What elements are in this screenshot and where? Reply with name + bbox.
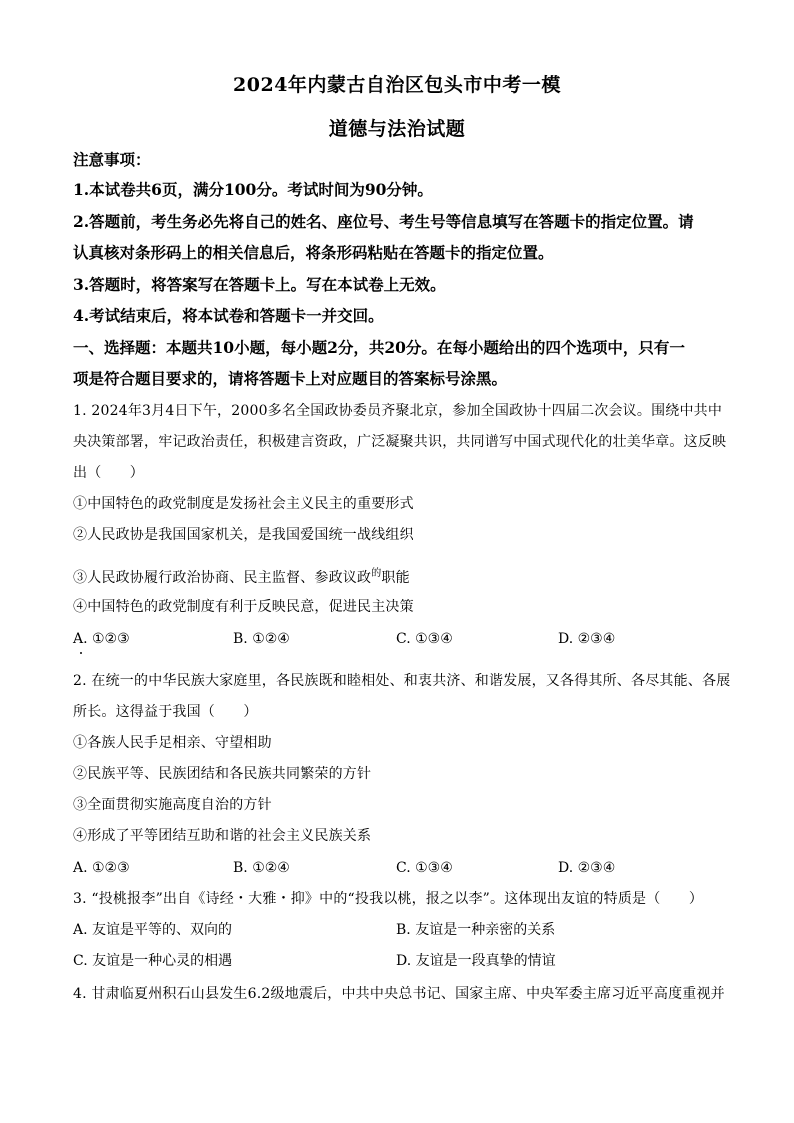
q2-statement-1: ①各族人民手足相亲、守望相助	[73, 735, 272, 751]
page-title: 2024年内蒙古自治区包头市中考一模	[233, 74, 561, 96]
note-1: 1.本试卷共6页，满分100分。考试时间为90分钟。	[73, 180, 433, 199]
q2-statement-4: ④形成了平等团结互助和谐的社会主义民族关系	[73, 828, 372, 844]
q1-stem-line-3: 出（ ）	[73, 465, 144, 481]
q2-option-a: A. ①②③	[73, 860, 130, 876]
note-3: 3.答题时，将答案写在答题卡上。写在本试卷上无效。	[73, 275, 446, 294]
q1-option-a: A. ①②③	[73, 631, 130, 647]
q1-statement-3	[73, 564, 723, 588]
note-4: 4.考试结束后，将本试卷和答题卡一并交回。	[73, 306, 384, 325]
q1-option-c: C. ①③④	[396, 631, 453, 647]
q2-stem-line-1: 2. 在统一的中华民族大家庭里，各民族既和睦相处、和衷共济、和谐发展，又各得其所、各尽其能、各展	[73, 673, 731, 689]
q1-option-d: D. ②③④	[558, 631, 616, 647]
q1-statement-4: ④中国特色的政党制度有利于反映民意，促进民主决策	[73, 599, 414, 615]
q2-option-c: C. ①③④	[396, 860, 453, 876]
q1-option-b: B. ①②④	[233, 631, 290, 647]
q1-statement-3-text: ③人民政协履行政治协商、民主监督、参政议政	[73, 570, 372, 586]
q1-stem-line-1: 1. 2024年3月4日下午，2000多名全国政协委员齐聚北京，参加全国政协十四届二次会议。围绕中共中	[73, 403, 723, 419]
section-1-line-1: 一、选择题：本题共10小题，每小题2分，共20分。在每小题给出的四个选项中，只有一	[73, 338, 685, 357]
notes-heading: 注意事项：	[73, 150, 151, 169]
page-subtitle: 道德与法治试题	[328, 118, 466, 140]
q2-option-d: D. ②③④	[558, 860, 616, 876]
q3-option-a: A. 友谊是平等的、双向的	[73, 922, 233, 938]
q1-statement-3-tail: 职能	[381, 570, 410, 586]
q3-option-c: C. 友谊是一种心灵的相遇	[73, 953, 233, 969]
q2-statement-2: ②民族平等、民族团结和各民族共同繁荣的方针	[73, 766, 372, 782]
section-1-line-2: 项是符合题目要求的，请将答题卡上对应题目的答案标号涂黑。	[73, 369, 508, 388]
q1-stem-line-2: 央决策部署，牢记政治责任，积极建言资政，广泛凝聚共识，共同谱写中国式现代化的壮美华章。这反映	[73, 434, 727, 450]
scan-speck	[80, 652, 82, 654]
q3-option-b: B. 友谊是一种亲密的关系	[396, 922, 556, 938]
note-2-line-2: 认真核对条形码上的相关信息后，将条形码粘贴在答题卡的指定位置。	[73, 243, 554, 262]
q3-stem: 3. “投桃报李”出自《诗经・大雅・抑》中的“投我以桃，报之以李”。这体现出友谊的特质是（ ）	[73, 891, 704, 907]
q1-statement-1: ①中国特色的政党制度是发扬社会主义民主的重要形式	[73, 496, 414, 512]
q4-stem-line-1: 4. 甘肃临夏州积石山县发生6.2级地震后，中共中央总书记、国家主席、中央军委主席习近平高度重视并	[73, 986, 725, 1002]
q1-statement-2: ②人民政协是我国国家机关，是我国爱国统一战线组织	[73, 527, 414, 543]
q3-option-d: D. 友谊是一段真挚的情谊	[396, 953, 556, 969]
q2-option-b: B. ①②④	[233, 860, 290, 876]
note-2-line-1: 2.答题前，考生务必先将自己的姓名、座位号、考生号等信息填写在答题卡的指定位置。请	[73, 212, 694, 231]
q2-stem-line-2: 所长。这得益于我国（ ）	[73, 704, 258, 720]
q2-statement-3: ③全面贯彻实施高度自治的方针	[73, 797, 272, 813]
q1-statement-3-raised-char: 的	[371, 568, 382, 579]
